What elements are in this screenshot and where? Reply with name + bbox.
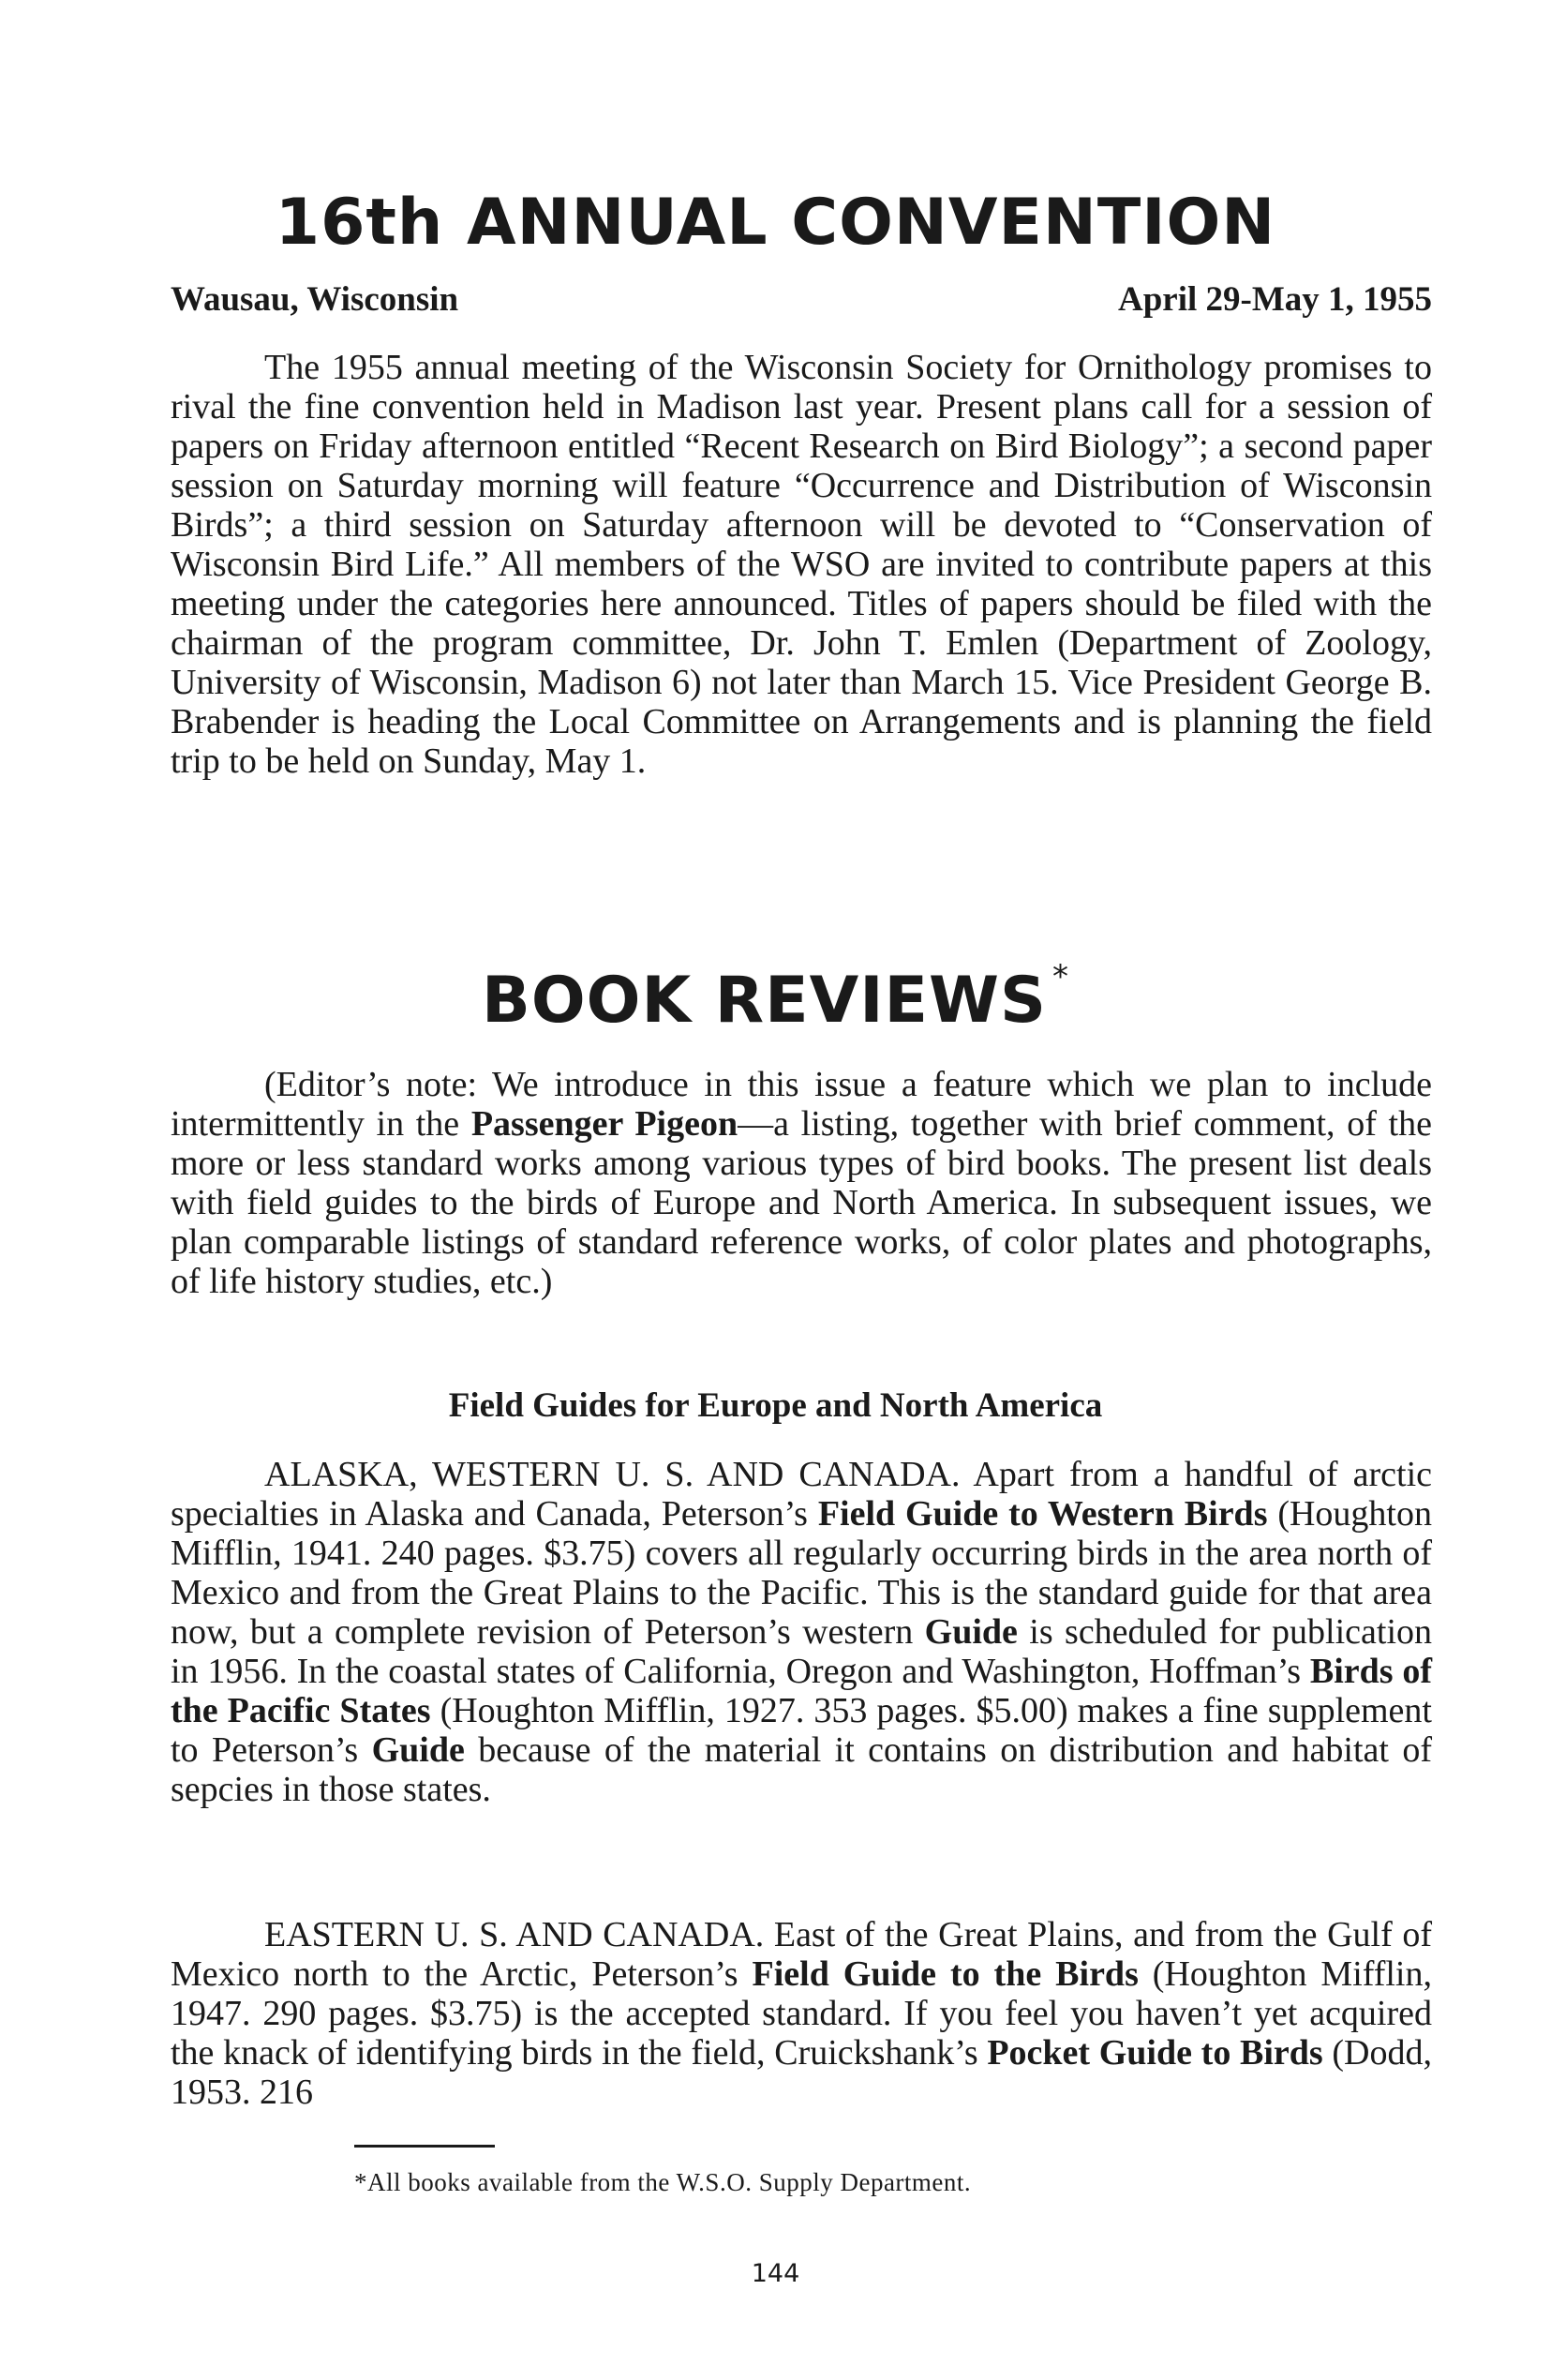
- footnote-divider: [354, 2145, 495, 2148]
- editor-note-text-1: (Editor’s note: We introduce in this issue a feature which we plan to include intermittently in the: [171, 1065, 1432, 1144]
- alaska-book-title-2: Guide: [924, 1612, 1018, 1652]
- alaska-text-4: (Houghton Mifflin, 1927. 353 pages. $5.00) makes a fine supplement to Peterson’s: [171, 1691, 1432, 1770]
- alaska-text-5: because of the material it contains on distribution and habitat of sepcies in those states.: [171, 1730, 1432, 1809]
- eastern-book-title-2: Pocket Guide to Birds: [987, 2033, 1323, 2073]
- eastern-paragraph: [171, 1915, 1432, 2112]
- convention-location: Wausau, Wisconsin: [171, 280, 459, 319]
- alaska-western-paragraph: [171, 1455, 1432, 1809]
- editor-note-journal-name: Passenger Pigeon: [470, 1104, 738, 1144]
- eastern-text-1: EASTERN U. S. AND CANADA. East of the Great Plains, and from the Gulf of Mexico north to the Arctic, Peterson’s: [171, 1915, 1432, 1994]
- convention-dateline: [171, 279, 1432, 320]
- alaska-book-title-3: Birds of the Pacific States: [171, 1652, 1432, 1730]
- page-number: 144: [751, 2259, 800, 2288]
- alaska-text-3: is scheduled for publication in 1956. In the coastal states of California, Oregon and Washington, Hoffman’s: [171, 1612, 1432, 1691]
- eastern-text-3: (Dodd, 1953. 216: [171, 2033, 1433, 2112]
- alaska-text-1: ALASKA, WESTERN U. S. AND CANADA. Apart from a handful of arctic specialties in Alaska and Canada, Peterson’s: [171, 1455, 1432, 1534]
- alaska-book-title-1: Field Guide to Western Birds: [817, 1494, 1268, 1534]
- footnote: *All books available from the W.S.O. Supply Department.: [354, 2168, 972, 2196]
- editor-note-text-2: —a listing, together with brief comment, of the more or less standard works among various types of bird books. The present list deals with field guides to the birds of Europe and North America. In subsequent issues, we plan comparable listings of standard reference works, of color plates and photographs, of life history studies, etc.): [171, 1104, 1432, 1301]
- convention-paragraph: The 1955 annual meeting of the Wisconsin Society for Ornithology promises to rival the fine convention held in Madison last year. Present plans call for a session of papers on Friday afternoon entitled “Recent Research on Bird Biology”; a second paper session on Saturday morning will feature “Occurrence and Distribution of Wisconsin Birds”; a third session on Saturday afternoon will be devoted to “Conservation of Wisconsin Bird Life.” All members of the WSO are invited to contribute papers at this meeting under the categories here announced. Titles of papers should be filed with the chairman of the program committee, Dr. John T. Emlen (Department of Zoology, University of Wisconsin, Madison 6) not later than March 15. Vice President George B. Brabender is heading the Local Committee on Arrangements and is planning the field trip to be held on Sunday, May 1.: [171, 348, 1432, 781]
- alaska-book-title-4: Guide: [371, 1730, 465, 1770]
- book-reviews-title: [0, 958, 1551, 1038]
- eastern-text-2: (Houghton Mifflin, 1947. 290 pages. $3.75) is the accepted standard. If you feel you haven’t yet acquired the knack of identifying birds in the field, Cruickshank’s: [171, 1954, 1432, 2073]
- convention-title: 16th ANNUAL CONVENTION: [275, 186, 1276, 260]
- book-reviews-title-text: BOOK REVIEWS: [482, 964, 1047, 1038]
- editor-note-paragraph: [171, 1065, 1432, 1301]
- convention-dates: April 29-May 1, 1955: [1117, 280, 1432, 319]
- alaska-text-2: (Houghton Mifflin, 1941. 240 pages. $3.75) covers all regularly occurring birds in the area north of Mexico and from the Great Plains to the Pacific. This is the standard guide for that area now, but a complete revision of Peterson’s western: [171, 1494, 1432, 1652]
- field-guides-section-title: Field Guides for Europe and North America: [448, 1386, 1103, 1425]
- footnote-marker: *: [1051, 958, 1069, 995]
- eastern-book-title-1: Field Guide to the Birds: [752, 1954, 1139, 1994]
